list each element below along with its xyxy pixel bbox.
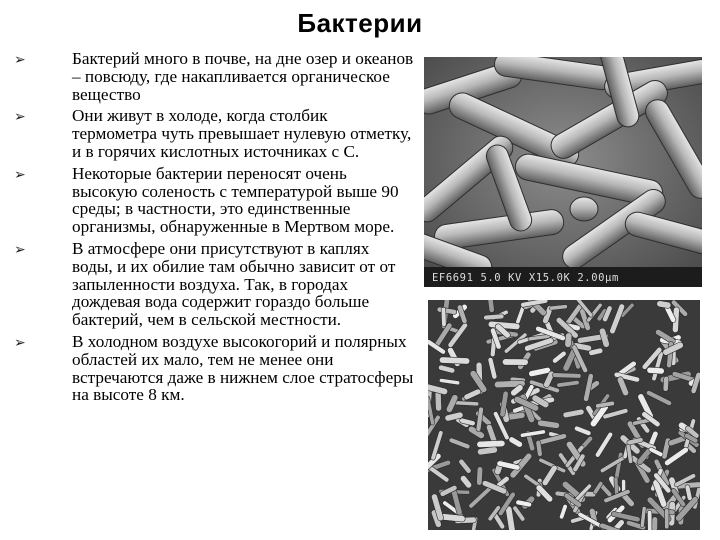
bullet-text: Бактерий много в почве, на дне озер и океанов – повсюду, где накапливается органическое вещество [72, 49, 414, 104]
micrograph-rods-picture [424, 57, 702, 287]
bullet-text: В атмосфере они присутствуют в каплях воды, и их обилие там обычно зависит от от запыленности воздуха. Так, в городах дождевая вода содержит гораздо больше бактерий, чем в сельской местности. [72, 238, 396, 330]
bullet-item [14, 50, 414, 103]
arrow-bullet-icon: ➢ [14, 109, 26, 126]
bullet-item [14, 333, 414, 404]
micrograph-dense-picture [428, 300, 700, 530]
bullet-text: В холодном воздухе высокогорий и полярных областей их мало, тем не менее они встречаются даже в нижнем слое стратосферы на высоте 8 км. [72, 331, 414, 405]
arrow-bullet-icon: ➢ [14, 241, 26, 258]
arrow-bullet-icon: ➢ [14, 52, 26, 68]
bullet-item [14, 107, 414, 160]
bullet-text: Некоторые бактерии переносят очень высокую соленость с температурой выше 90 среды; в частности, это единственные организмы, обнаруженные в Мертвом море. [72, 163, 399, 237]
bacteria-micrograph-dense-rods [428, 300, 700, 530]
arrow-bullet-icon: ➢ [14, 166, 26, 183]
bullet-item [14, 240, 414, 329]
bullet-text: Они живут в холоде, когда столбик термометра чуть превышает нулевую отметку, и в горячих кислотных источниках с С. [72, 106, 412, 161]
arrow-bullet-icon: ➢ [14, 334, 26, 351]
bullet-item [14, 165, 414, 236]
micrograph-caption: EF6691 5.0 KV X15.0K 2.00µm [432, 272, 619, 284]
bacteria-micrograph-large-rods [424, 57, 702, 287]
bullet-list [14, 50, 414, 408]
slide-title: Бактерии [297, 8, 423, 38]
